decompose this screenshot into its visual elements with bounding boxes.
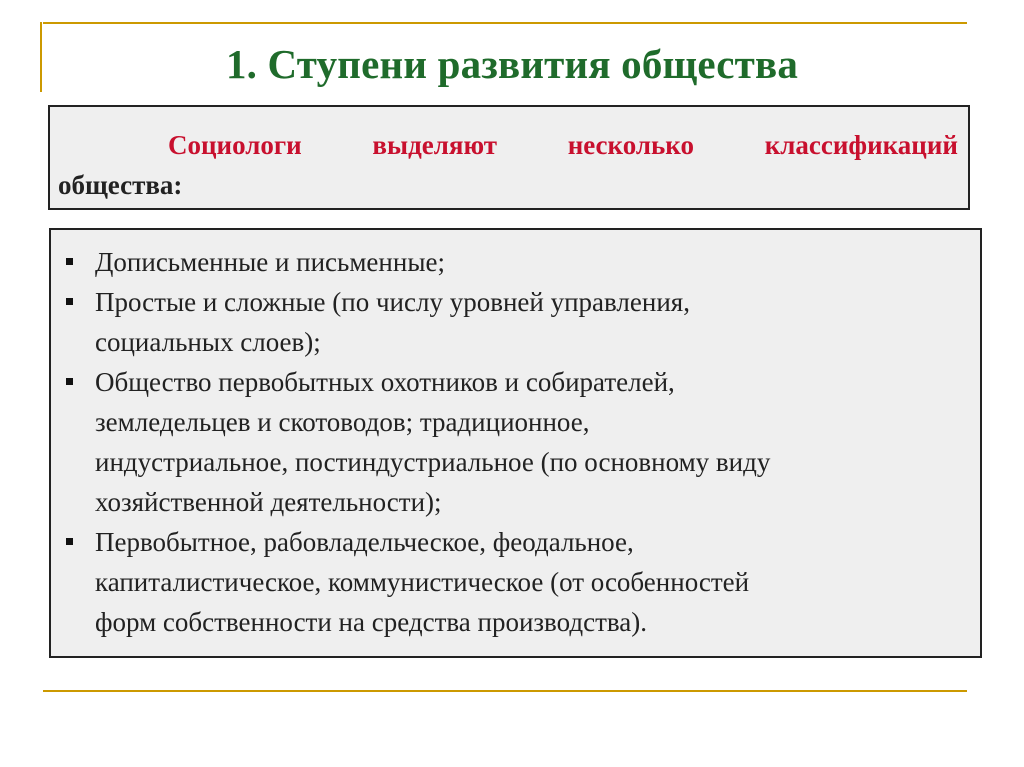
list-item-line: Общество первобытных охотников и собирателей, [95, 367, 675, 397]
intro-box [48, 105, 970, 210]
list-item-line: Первобытное, рабовладельческое, феодальное, [95, 527, 634, 557]
list-item [63, 242, 980, 282]
intro-text [58, 125, 958, 205]
list-item-line: хозяйственной деятельности); [95, 487, 442, 517]
intro-word-4: классификаций [764, 130, 958, 160]
square-bullet-icon [66, 258, 73, 265]
square-bullet-icon [66, 298, 73, 305]
list-item-line: индустриальное, постиндустриальное (по основному виду [95, 447, 771, 477]
list-item-line: капиталистическое, коммунистическое (от особенностей [95, 567, 750, 597]
intro-word-2: выделяют [372, 130, 498, 160]
classification-list-box [49, 228, 982, 658]
frame-bottom-rule [43, 690, 967, 692]
square-bullet-icon [66, 538, 73, 545]
intro-word-3: несколько [567, 130, 695, 160]
intro-word-1: Социологи [168, 130, 302, 160]
list-item-line: Дописьменные и письменные; [95, 247, 445, 277]
list-item-line: земледельцев и скотоводов; традиционное, [95, 407, 590, 437]
list-item-line: форм собственности на средства производства). [95, 607, 647, 637]
intro-line-1 [168, 125, 958, 165]
frame-top-rule [43, 22, 967, 24]
list-item [63, 522, 980, 642]
classification-list [63, 242, 980, 642]
list-item [63, 362, 980, 522]
list-item-line: социальных слоев); [95, 327, 321, 357]
intro-line-2: общества: [58, 170, 183, 200]
list-item-line: Простые и сложные (по числу уровней управления, [95, 287, 690, 317]
slide-title: 1. Ступени развития общества [225, 41, 799, 87]
square-bullet-icon [66, 378, 73, 385]
list-item [63, 282, 980, 362]
